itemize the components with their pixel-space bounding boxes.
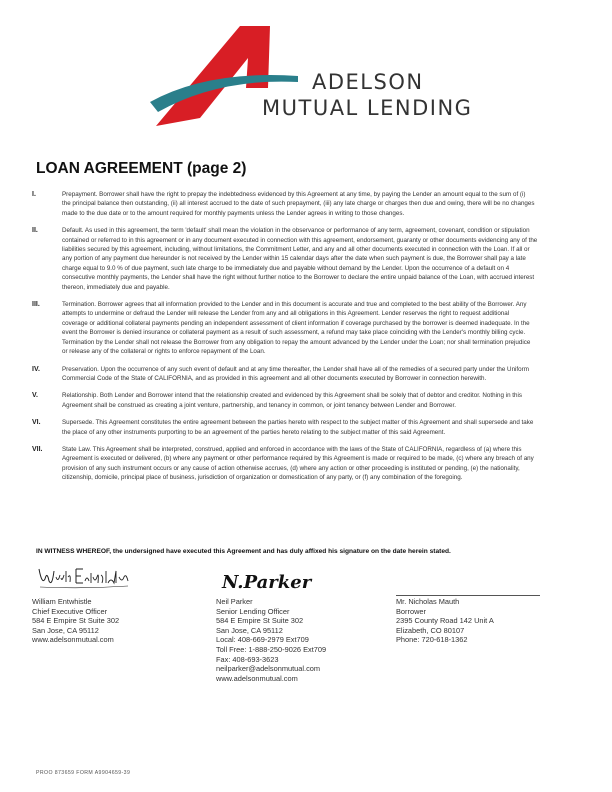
clause-line: consecutive monthly payments, the Lender shall have the right without further notice to the Borrower to declare the entire unpaid balance of the Loan, with accrued interest <box>62 274 535 282</box>
brand-name-line1: ADELSON <box>312 70 424 94</box>
borrower-signature-line <box>396 595 540 596</box>
form-code: PROO 873659 FORM A9904659-39 <box>36 770 131 776</box>
clause-line: event the Borrower is denied insurance or collateral payment as a result of such assessment, a refund may take place coinciding with the Lender's monthly billing cycle. <box>62 329 526 337</box>
clause-line: coverage or additional collateral payments pending an independent assessment of client information if coverage purchased by the borrower is deemed inadequate. In the <box>62 319 530 327</box>
clause-line: Termination by the Lender shall not release the Borrower from any obligation to repay the amount advanced by the Lender under the Loan; nor shall termination prejudice <box>62 338 531 346</box>
agreement-clauses <box>30 190 612 491</box>
brand-name-line2: MUTUAL LENDING <box>262 96 473 120</box>
clause-line: contained or referred to in this agreement or in any document executed in connection with this agreement, endorsement, guaranty or other documents evidencing any of the <box>62 236 538 244</box>
clause-line: Preservation. Upon the occurrence of any such event of default and at any time thereafter, the Lender shall have all of the remedies of a secured party under the Uniform <box>62 365 529 373</box>
signatory-city: San Jose, CA 95112 <box>216 625 283 635</box>
clause-line: or release any of the collateral or rights to enforce repayment of the Loan. <box>62 348 266 356</box>
signatory-address: 584 E Empire St Suite 302 <box>216 616 304 626</box>
clause-line: citizenship, domicile, principal place of business, jurisdiction of organization or domestication of any party, or (f) any combination of the foregoing. <box>62 474 463 482</box>
clause-preservation <box>30 365 612 384</box>
signatory-website: www.adelsonmutual.com <box>216 673 298 683</box>
signatory-name: Mr. Nicholas Mauth <box>396 597 460 606</box>
signatory-website: www.adelsonmutual.com <box>32 635 114 645</box>
signatory-phone: Phone: 720-618-1362 <box>396 635 468 645</box>
clause-line: attempts to undermine or defraud the Lender will release the Lender from any and all obligations in this Agreement. Lender reserves the right to request additional <box>62 310 510 318</box>
signatory-city: San Jose, CA 95112 <box>32 625 99 635</box>
clause-line: Commercial Code of the State of CALIFORNIA, and as provided in this agreement and all other documents executed by Borrower in connection herewith. <box>62 374 487 382</box>
page-title: LOAN AGREEMENT (page 2) <box>36 160 247 177</box>
signatory-title: Borrower <box>396 606 426 616</box>
clause-line: Agreement is executed or delivered, (b) where any payment or other performance required by this Agreement is made or required to be made, (c) where any breach of any <box>62 455 534 463</box>
signatory-toll-free: Toll Free: 1-888-250-9026 Ext709 <box>216 644 327 654</box>
clause-line: any portion of any payment due hereunder is not received by the Lender within 15 calendar days after the date when such payment is due, the Borrower shall pay a late <box>62 255 526 263</box>
clause-line: Default. As used in this agreement, the term 'default' shall mean the violation in the observance or performance of any term, agreement, covenant, condition or stipulation <box>62 227 530 235</box>
clause-line: Agreement shall be construed as creating a joint venture, partnership, and tenancy in common, or joint tenancy between Lender and Borrower. <box>62 401 456 409</box>
clause-number: VI. <box>32 419 41 427</box>
signatory-local-phone: Local: 408-669-2979 Ext709 <box>216 635 309 645</box>
clause-line: provision of any such instrument occurs or any cause of action otherwise accrues, (d) where any action or other proceeding is instituted or pending, (e) the nationality, <box>62 464 520 472</box>
signatory-email: neilparker@adelsonmutual.com <box>216 664 321 674</box>
signatory-lender-ceo <box>32 597 119 645</box>
clause-line: Supersede. This Agreement constitutes the entire agreement between the parties hereto with respect to the subject matter of this Agreement and shall supersede and take <box>62 419 534 427</box>
clause-supersede <box>30 418 612 437</box>
signature-neil-parker <box>220 570 312 594</box>
clause-relationship <box>30 391 612 410</box>
signatory-lending-officer <box>216 597 326 683</box>
signatory-address: 2395 County Road 142 Unit A <box>396 616 494 626</box>
clause-line: State Law. This Agreement shall be interpreted, construed, applied and enforced in accordance with the laws of the State of CALIFORNIA, regardless of (a) where this <box>62 445 522 453</box>
signatory-fax: Fax: 408-693-3623 <box>216 654 279 664</box>
clause-line: made to the due date or to the amount required for monthly payments unless the Lender agrees in writing to those changes. <box>62 209 405 217</box>
clause-number: III. <box>32 301 40 309</box>
signature-neil-parker-text: N.Parker <box>222 572 312 593</box>
clause-line: Termination. Borrower agrees that all information provided to the Lender and in this document is accurate and true and completed to the best ability of the Borrower. Any <box>62 301 527 309</box>
signatory-name: Neil Parker <box>216 597 253 606</box>
clause-line: the place of any other instruments purporting to be an agreement of the parties hereto relating to the subject matter of this said Agreement. <box>62 428 446 436</box>
signatory-title: Chief Executive Officer <box>32 606 108 616</box>
clause-number: V. <box>32 392 38 400</box>
signatory-address: 584 E Empire St Suite 302 <box>32 616 120 626</box>
clause-line: the principal balance then outstanding, (ii) all interest accrued to the date of such prepayment, (iii) any late charge or charges then due and owing, there will be no changes <box>62 200 535 208</box>
clause-line: Relationship. Both Lender and Borrower intend that the relationship created and evidenced by this Agreement shall be solely that of debtor and creditor. Nothing in this <box>62 392 523 400</box>
signature-william-entwhistle <box>36 563 132 591</box>
clause-number: IV. <box>32 365 40 373</box>
signatory-title: Senior Lending Officer <box>216 606 290 616</box>
clause-termination <box>30 300 612 356</box>
signatory-city: Elizabeth, CO 80107 <box>396 625 465 635</box>
signatory-borrower <box>396 597 494 645</box>
witness-statement: IN WITNESS WHEREOF, the undersigned have executed this Agreement and has duly affixed his signature on the date herein stated. <box>36 548 451 555</box>
clause-line: Prepayment. Borrower shall have the right to prepay the indebtedness evidenced by this Agreement at any time, by paying the Lender an amount equal to the sum of (i) <box>62 191 526 198</box>
clause-default <box>30 226 612 292</box>
clause-line: charge equal to 9.0 % of due payment, such late charge to be immediately due and payable without demand by the Lender. Upon the occurrence of a default on 4 <box>62 264 510 272</box>
clause-line: liabilities secured by this agreement, including, without limitations, the Commitment Letter, and any and all other documents executed in connection with the Loan. If all or <box>62 246 530 254</box>
clause-line: thereon, immediately due and payable. <box>62 283 170 291</box>
clause-state-law <box>30 445 612 483</box>
signatory-name: William Entwhistle <box>32 597 92 606</box>
clause-prepayment <box>30 190 612 218</box>
clause-number: II. <box>32 227 38 235</box>
clause-number: VII. <box>32 445 43 453</box>
clause-number: I. <box>32 191 36 198</box>
